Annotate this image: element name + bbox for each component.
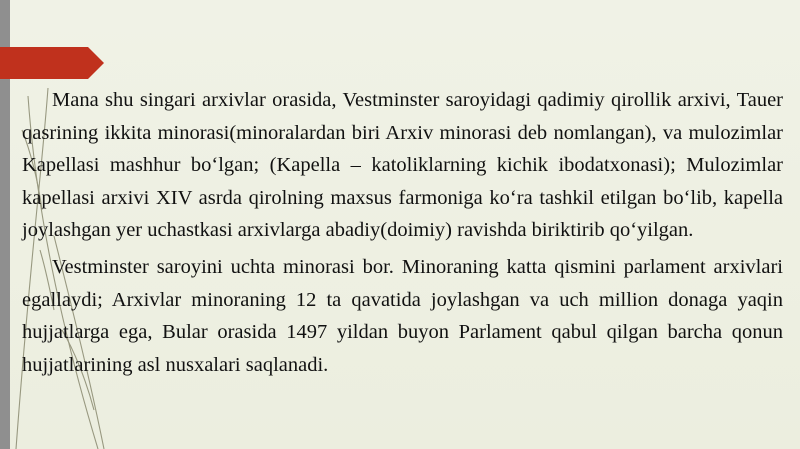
paragraph-2: Vestminster saroyini uchta minorasi bor. Minoraning katta qismini parlament arxivlari egallaydi; Arxivlar minoraning 12 ta qavatida joylashgan va uch million donaga yaqin hujjatlarga ega, Bular orasida 1497 yildan buyon Parlament qabul qilgan barcha qonun hujjatlarining asl nusxalari saqlanadi.: [22, 255, 783, 376]
paragraph-1: Mana shu singari arxivlar orasida, Vestminster saroyidagi qadimiy qirollik arxivi, Tauer qasrining ikkita minorasi(minoralardan biri Arxiv minorasi deb nomlangan), va mulozimlar Kapellasi mashhur bo‘lgan; (Kapella – katoliklarning kichik ibodatxonasi); Mulozimlar kapellasi arxivi XIV asrda qirolning maxsus farmoniga ko‘ra tashkil etilgan bo‘lib, kapella joylashgan yer uchastkasi arxivlarga abadiy(doimiy) ravishda biriktirib qo‘yilgan.: [22, 89, 783, 242]
slide-body-text: [22, 84, 783, 381]
